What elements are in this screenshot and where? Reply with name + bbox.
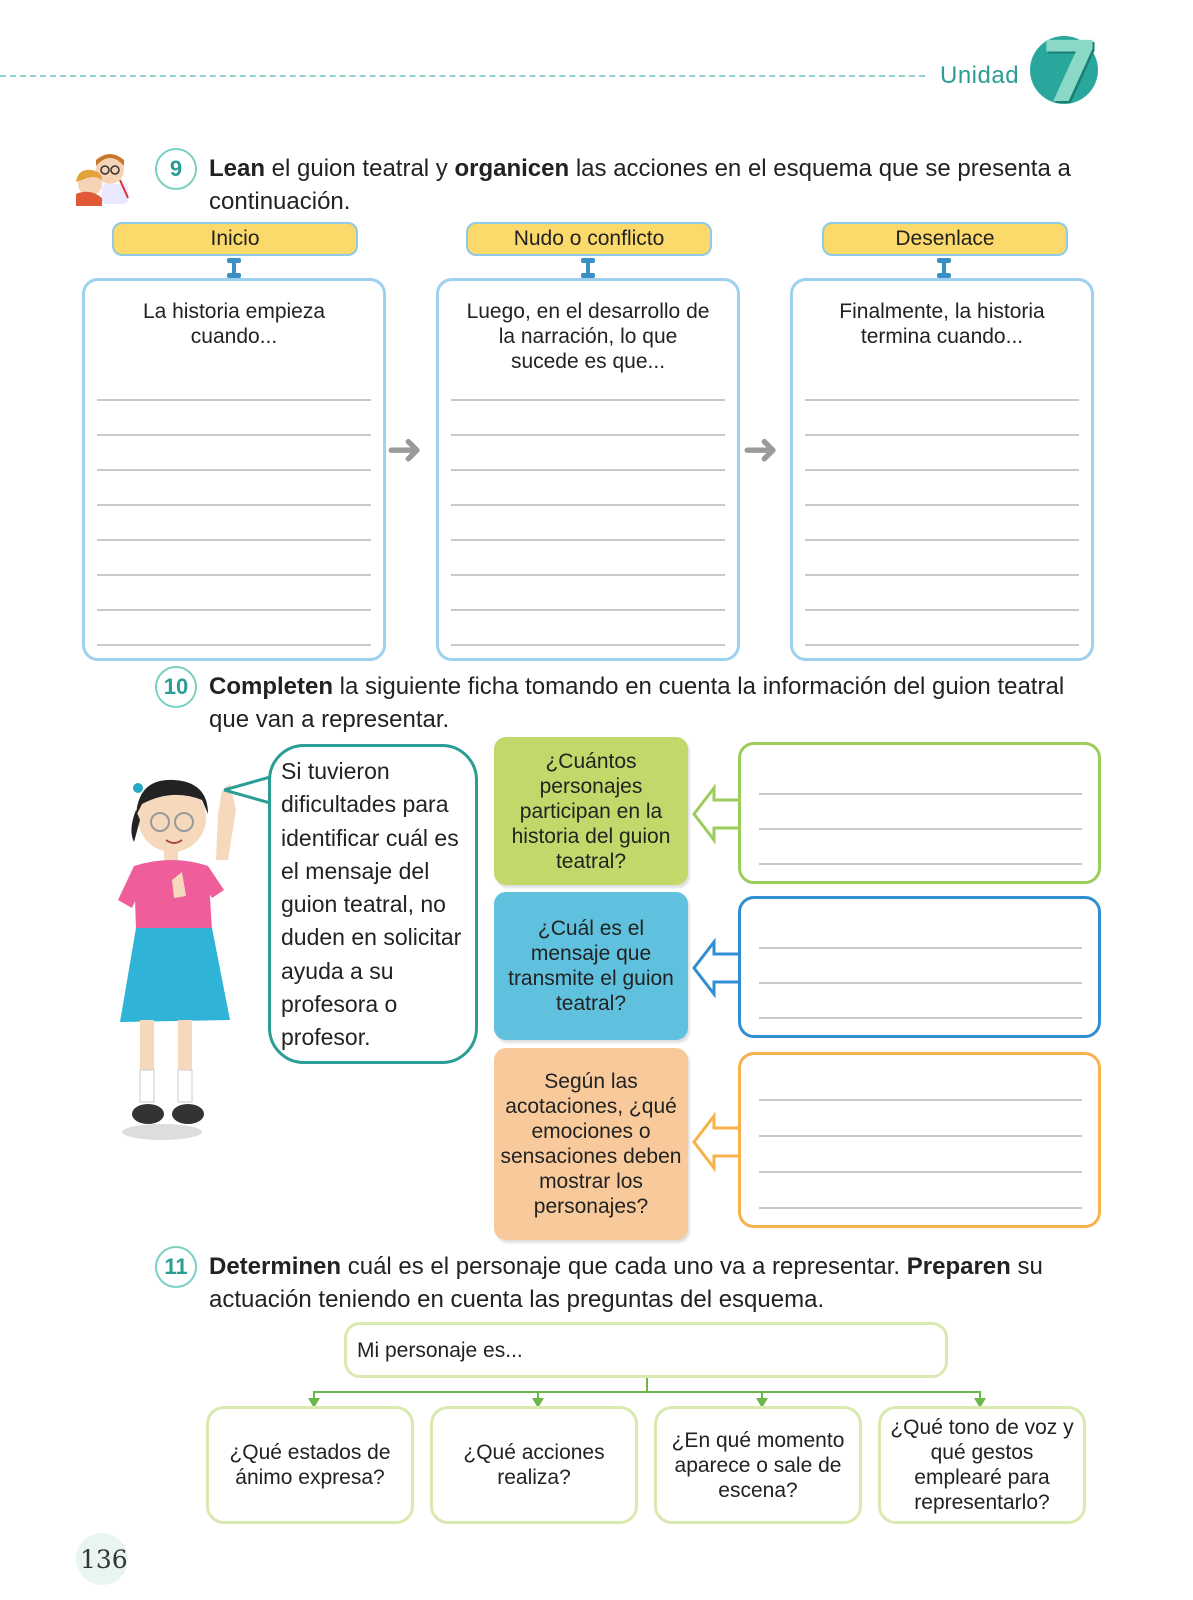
stage-title-nudo: Nudo o conflicto [466,222,712,256]
girl-illustration [112,770,262,1142]
writing-line[interactable] [451,574,725,576]
writing-line[interactable] [805,434,1079,436]
writing-line[interactable] [97,609,371,611]
writing-line[interactable] [805,469,1079,471]
writing-line[interactable] [97,574,371,576]
stage-connector [232,258,236,278]
tree-connector [313,1391,981,1393]
tree-connector [646,1378,648,1392]
question-box-emociones: Según las acotaciones, ¿qué emociones o sensaciones deben mostrar los personajes? [494,1048,688,1240]
writing-line[interactable] [759,828,1082,830]
stage-connector [942,258,946,278]
header-dashed-line [0,75,925,77]
question-box-mensaje: ¿Cuál es el mensaje que transmite el guion teatral? [494,892,688,1040]
writing-line[interactable] [451,399,725,401]
activity-11-number: 11 [155,1246,197,1288]
tip-speech-bubble: Si tuvieron dificultades para identificar cuál es el mensaje del guion teatral, no duden en solicitar ayuda a su profesora o profesor. [268,744,478,1064]
question-box-personajes: ¿Cuántos personajes participan en la historia del guion teatral? [494,737,688,885]
writing-line[interactable] [805,574,1079,576]
writing-line[interactable] [759,1017,1082,1019]
instruction-verb: organicen [454,155,570,182]
arrow-left-icon [692,1112,742,1172]
instruction-verb: Lean [209,155,266,182]
page-number: 136 [80,1545,128,1574]
writing-line[interactable] [97,469,371,471]
writing-line[interactable] [451,539,725,541]
writing-line[interactable] [451,609,725,611]
sub-question-tono-de-voz: ¿Qué tono de voz y qué gestos emplearé para representarlo? [878,1406,1086,1524]
students-pair-icon [72,148,134,206]
stage-box-inicio[interactable] [82,278,386,661]
writing-line[interactable] [805,539,1079,541]
my-character-field[interactable]: Mi personaje es... [344,1322,948,1378]
stage-title-desenlace: Desenlace [822,222,1068,256]
sub-question-acciones: ¿Qué acciones realiza? [430,1406,638,1524]
activity-11-instruction: Determinen cuál es el personaje que cada uno va a representar. Preparen su actuación teniendo en cuenta las preguntas del esquema. [209,1253,1043,1313]
writing-line[interactable] [97,434,371,436]
sub-question-estados-de-animo: ¿Qué estados de ánimo expresa? [206,1406,414,1524]
writing-line[interactable] [759,1207,1082,1209]
activity-9-instruction: Lean el guion teatral y organicen las acciones en el esquema que se presenta a continuación. [209,155,1071,215]
writing-line[interactable] [759,863,1082,865]
speech-bubble-tail [224,770,274,810]
writing-line[interactable] [805,504,1079,506]
writing-line[interactable] [759,982,1082,984]
writing-line[interactable] [759,793,1082,795]
writing-line[interactable] [97,504,371,506]
activity-9-number: 9 [155,148,197,190]
stage-title-inicio: Inicio [112,222,358,256]
writing-line[interactable] [759,1135,1082,1137]
unit-number: 7 [1040,23,1100,121]
answer-box-emociones[interactable] [738,1052,1101,1228]
stage-prompt: Finalmente, la historia termina cuando... [839,300,1045,348]
arrow-right-icon: ➜ [742,425,779,474]
writing-line[interactable] [759,947,1082,949]
writing-line[interactable] [97,399,371,401]
instruction-verb: Preparen [906,1253,1011,1280]
activity-10-number: 10 [155,666,197,708]
writing-line[interactable] [805,609,1079,611]
writing-line[interactable] [451,434,725,436]
writing-line[interactable] [759,1171,1082,1173]
answer-box-mensaje[interactable] [738,896,1101,1038]
writing-line[interactable] [451,504,725,506]
activity-10-instruction: Completen la siguiente ficha tomando en cuenta la información del guion teatral que van a representar. [209,673,1065,733]
stage-prompt: La historia empieza cuando... [142,300,326,348]
writing-line[interactable] [451,469,725,471]
instruction-verb: Determinen [209,1253,342,1280]
stage-prompt: Luego, en el desarrollo de la narración, lo que sucede es que... [466,300,710,373]
sub-question-momento: ¿En qué momento aparece o sale de escena? [654,1406,862,1524]
arrow-left-icon [692,938,742,998]
writing-line[interactable] [805,399,1079,401]
stage-box-desenlace[interactable] [790,278,1094,661]
writing-line[interactable] [805,644,1079,646]
answer-box-personajes[interactable] [738,742,1101,884]
writing-line[interactable] [97,539,371,541]
instruction-verb: Completen [209,673,334,700]
writing-line[interactable] [759,1099,1082,1101]
unit-label: Unidad [940,62,1020,89]
arrow-right-icon: ➜ [386,425,423,474]
arrow-left-icon [692,784,742,844]
writing-line[interactable] [451,644,725,646]
stage-box-nudo[interactable] [436,278,740,661]
writing-line[interactable] [97,644,371,646]
stage-connector [586,258,590,278]
